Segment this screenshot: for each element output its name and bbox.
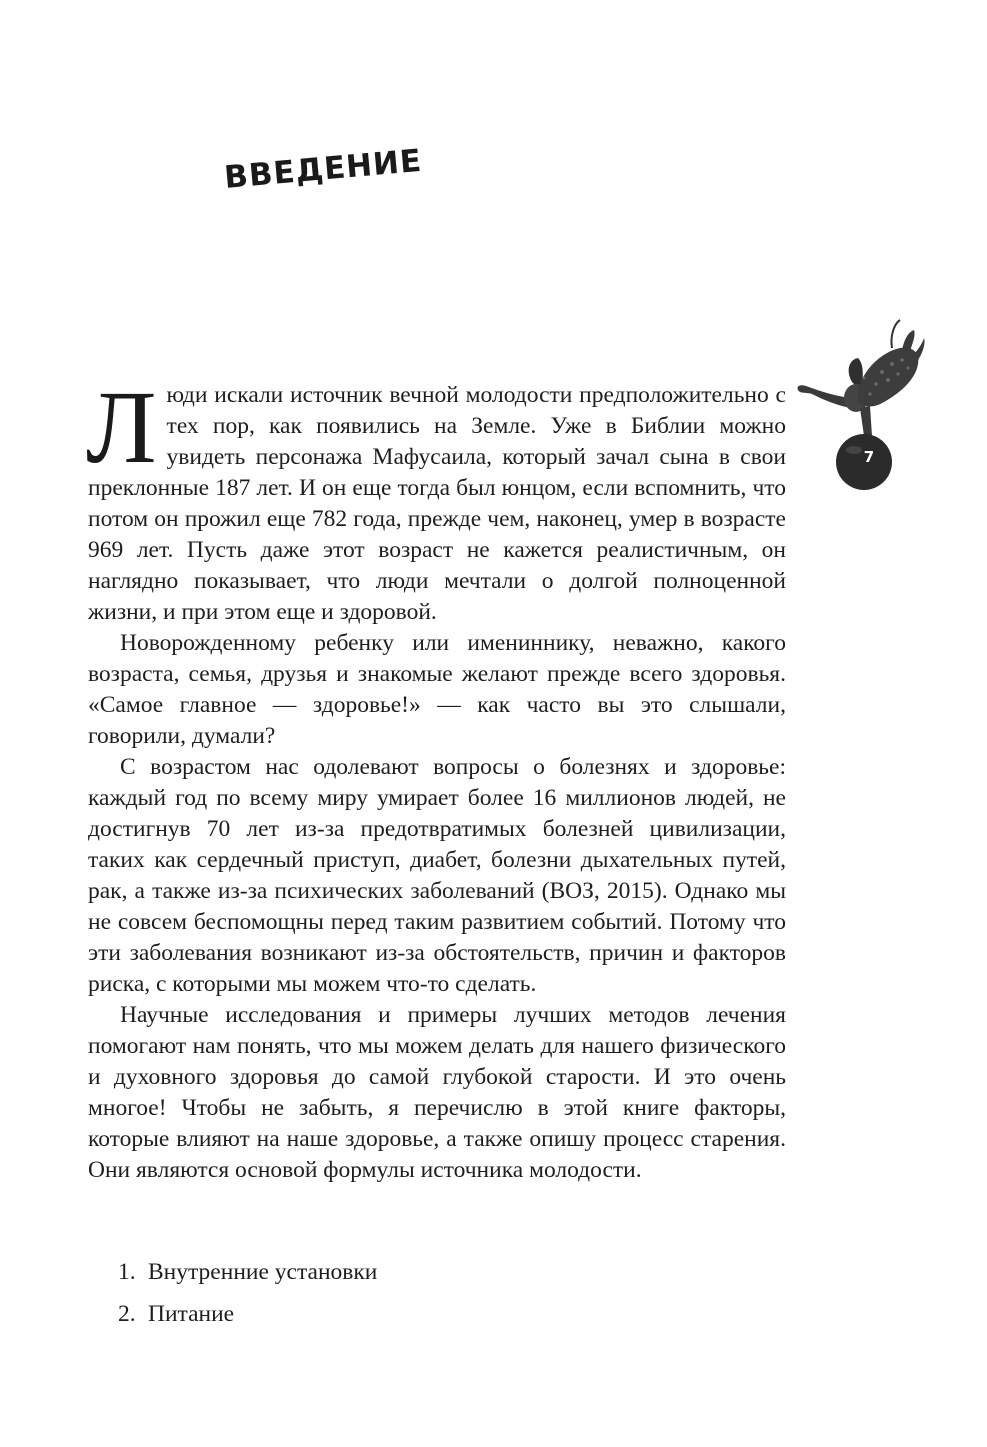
- list-item-number: 1.: [118, 1259, 136, 1285]
- list-item-text: Внутренние установки: [148, 1259, 378, 1285]
- list-item: [118, 1257, 377, 1287]
- list-item: [118, 1299, 377, 1329]
- factor-list: [118, 1257, 377, 1341]
- body-text: [86, 370, 786, 1186]
- paragraph-3: С возрастом нас одолевают вопросы о болезнях и здоровье: каждый год по всему миру умирает более 16 миллионов людей, не достигнув 70 лет из-за предотвратимых болезней цивилизации, таких как сердечный приступ, диабет, болезни дыхательных путей, рак, а также из-за психических заболеваний (ВОЗ, 2015). Однако мы не совсем беспомощны перед таким развитием событий. Потому что эти заболевания возникают из-за обстоятельств, причин и факторов риска, с которыми мы можем что-то сделать.: [88, 754, 786, 997]
- paragraph-1: [86, 370, 786, 628]
- list-item-text: Питание: [148, 1301, 235, 1327]
- paragraph-4: Научные исследования и примеры лучших методов лечения помогают нам понять, что мы можем делать для нашего физического и духовного здоровья до самой глубокой старости. И это очень многое! Чтобы не забыть, я перечислю в этой книге факторы, которые влияют на наше здоровье, а также опишу процесс старения. Они являются основой формулы источника молодости.: [88, 1002, 786, 1183]
- chapter-title: ВВЕДЕНИЕ: [222, 142, 424, 196]
- drop-cap: Л: [86, 370, 157, 485]
- list-item-number: 2.: [118, 1301, 136, 1327]
- paragraph-2: Новорожденному ребенку или имениннику, неважно, какого возраста, семья, друзья и знакомые желают прежде всего здоровья. «Самое главное — здоровье!» — как часто вы это слышали, говорили, думали?: [88, 630, 786, 749]
- page-number: 7: [863, 448, 875, 466]
- paragraph-1-text: юди искали источник вечной молодости предположительно с тех пор, как появились на Земле. Уже в Библии можно увидеть персонажа Мафусаила, который зачал сына в свои преклонные 187 лет. И он еще тогда был юнцом, если вспомнить, что потом он прожил еще 782 года, прежде чем, наконец, умер в возрасте 969 лет. Пусть даже этот возраст не кажется реалистичным, он наглядно показывает, что люди мечтали о долгой полноценной жизни, и при этом еще и здоровой.: [88, 382, 786, 625]
